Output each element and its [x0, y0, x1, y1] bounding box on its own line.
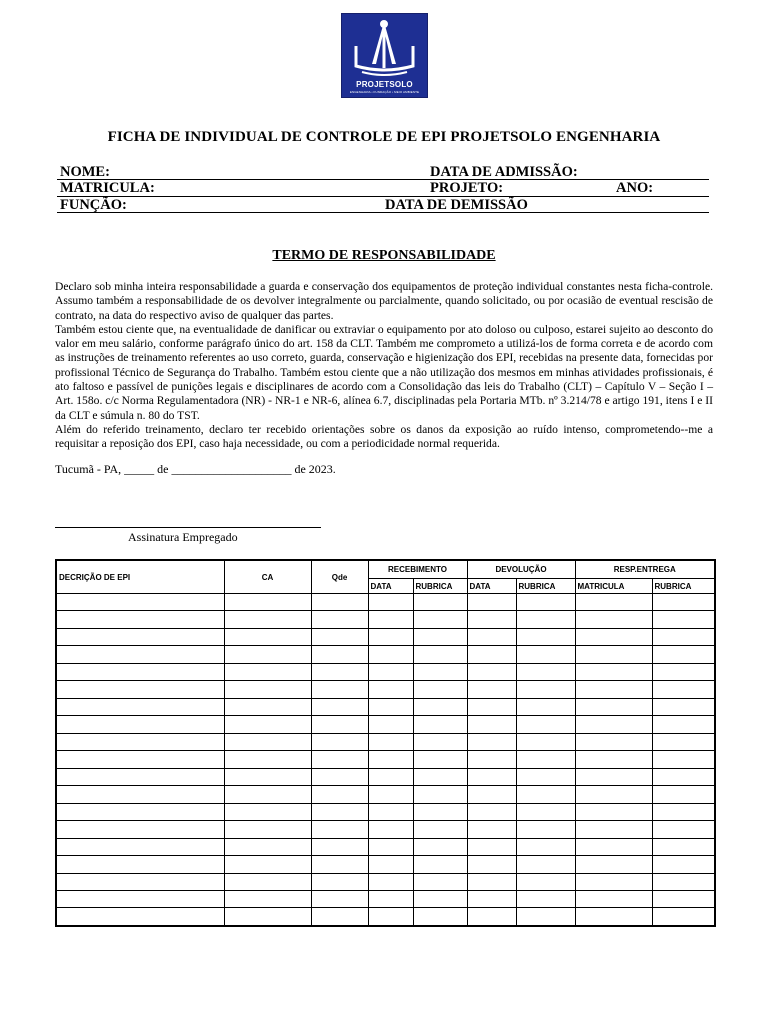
table-cell	[575, 890, 652, 907]
table-cell	[413, 786, 467, 803]
company-logo	[341, 13, 428, 98]
table-row	[56, 698, 715, 715]
header-descricao: DECRIÇÃO DE EPI	[56, 560, 224, 594]
table-cell	[413, 768, 467, 785]
table-cell	[516, 611, 575, 628]
epi-table-body	[56, 594, 715, 927]
table-cell	[413, 733, 467, 750]
header-rubrica-entrega: RUBRICA	[652, 579, 715, 594]
table-cell	[575, 681, 652, 698]
table-cell	[652, 594, 715, 611]
table-cell	[516, 803, 575, 820]
table-cell	[56, 698, 224, 715]
table-row	[56, 628, 715, 645]
table-cell	[467, 646, 516, 663]
table-cell	[311, 733, 368, 750]
table-row	[56, 873, 715, 890]
table-cell	[56, 716, 224, 733]
table-cell	[575, 611, 652, 628]
table-cell	[311, 716, 368, 733]
table-cell	[413, 821, 467, 838]
table-cell	[575, 838, 652, 855]
table-cell	[413, 716, 467, 733]
document-title: FICHA DE INDIVIDUAL DE CONTROLE DE EPI PROJETSOLO ENGENHARIA	[107, 129, 661, 145]
table-cell	[368, 838, 413, 855]
table-cell	[516, 768, 575, 785]
table-cell	[368, 733, 413, 750]
table-row	[56, 733, 715, 750]
table-cell	[413, 856, 467, 873]
table-cell	[516, 733, 575, 750]
paragraph-2: Também estou ciente que, na eventualidade de danificar ou extraviar o equipamento por ato doloso ou culposo, estarei sujeito ao desconto do valor em meu salário, conforme parágrafo único do art. 158 da CLT. Também me comprometo a utilizá-los de forma correta e de acordo com as instruções de treinamento referentes ao uso correto, guarda, conservação e higienização dos EPI, recebidas na presente data, fornecidas por profissional Técnico de Segurança do Trabalho. Também estou ciente que a não utilização dos mesmos em minhas atividades profissionais, é ato faltoso e passível de punições legais e disciplinares de acordo com a Consolidação das leis do Trabalho (CLT) – Capítulo V – Seção I – Art. 158o. c/c Norma Regulamentadora (NR) - NR-1 e NR-6, alínea 6.7, disciplinadas pela Portaria MTb. nº 3.214/78 e artigo 191, itens I e II da CLT e súmula n. 80 do TST.	[55, 322, 713, 422]
table-cell	[311, 873, 368, 890]
header-resp-entrega: RESP.ENTREGA	[575, 560, 715, 579]
table-cell	[652, 768, 715, 785]
table-cell	[56, 838, 224, 855]
table-cell	[224, 856, 311, 873]
header-data-recebimento: DATA	[368, 579, 413, 594]
table-row	[56, 751, 715, 768]
table-cell	[413, 803, 467, 820]
table-cell	[467, 768, 516, 785]
table-cell	[413, 873, 467, 890]
table-cell	[652, 856, 715, 873]
table-cell	[516, 646, 575, 663]
table-row	[56, 611, 715, 628]
table-cell	[56, 663, 224, 680]
field-line-nome	[57, 179, 709, 180]
table-cell	[368, 908, 413, 926]
table-cell	[311, 663, 368, 680]
table-cell	[413, 698, 467, 715]
table-cell	[56, 751, 224, 768]
table-row	[56, 646, 715, 663]
table-cell	[368, 856, 413, 873]
table-cell	[413, 628, 467, 645]
paragraph-3: Além do referido treinamento, declaro ter recebido orientações sobre os danos da exposição ao ruído intenso, comprometendo--me a requisitar a reposição dos EPI, caso haja necessidade, ou com a periodicidade normal requerida.	[55, 422, 713, 451]
table-cell	[516, 786, 575, 803]
table-cell	[575, 751, 652, 768]
table-row	[56, 716, 715, 733]
header-matricula: MATRICULA	[575, 579, 652, 594]
header-ca: CA	[224, 560, 311, 594]
table-cell	[311, 611, 368, 628]
table-cell	[652, 821, 715, 838]
table-cell	[56, 873, 224, 890]
logo-brand-text: PROJETSOLO	[356, 80, 413, 89]
table-cell	[516, 873, 575, 890]
table-cell	[652, 663, 715, 680]
table-cell	[224, 594, 311, 611]
table-cell	[516, 751, 575, 768]
table-cell	[311, 768, 368, 785]
signature-label: Assinatura Empregado	[128, 530, 238, 544]
table-cell	[224, 786, 311, 803]
label-ano: ANO:	[616, 180, 654, 196]
table-cell	[56, 821, 224, 838]
section-title: TERMO DE RESPONSABILIDADE	[272, 248, 496, 263]
table-cell	[368, 646, 413, 663]
table-cell	[652, 838, 715, 855]
table-cell	[56, 628, 224, 645]
header-rubrica-recebimento: RUBRICA	[413, 579, 467, 594]
table-cell	[516, 681, 575, 698]
table-cell	[516, 594, 575, 611]
table-cell	[467, 908, 516, 926]
table-cell	[368, 786, 413, 803]
table-cell	[368, 698, 413, 715]
table-cell	[368, 663, 413, 680]
table-cell	[224, 751, 311, 768]
table-cell	[311, 803, 368, 820]
place-date: Tucumã - PA, _____ de ____________________ de 2023.	[55, 462, 336, 476]
table-cell	[56, 681, 224, 698]
logo-tagline: ENGENHARIA • FUNDAÇÃO • MEIO AMBIENTE	[349, 90, 420, 94]
table-cell	[467, 733, 516, 750]
table-cell	[467, 786, 516, 803]
table-cell	[652, 786, 715, 803]
table-row	[56, 594, 715, 611]
table-cell	[516, 890, 575, 907]
table-cell	[413, 838, 467, 855]
table-cell	[467, 716, 516, 733]
table-cell	[311, 890, 368, 907]
table-cell	[652, 873, 715, 890]
table-cell	[311, 594, 368, 611]
table-cell	[413, 594, 467, 611]
table-cell	[56, 733, 224, 750]
table-cell	[413, 646, 467, 663]
header-qde: Qde	[311, 560, 368, 594]
table-cell	[652, 803, 715, 820]
table-cell	[516, 628, 575, 645]
table-cell	[467, 611, 516, 628]
table-row	[56, 890, 715, 907]
table-cell	[56, 890, 224, 907]
table-cell	[311, 751, 368, 768]
table-cell	[575, 646, 652, 663]
table-cell	[413, 751, 467, 768]
table-cell	[467, 681, 516, 698]
table-cell	[224, 908, 311, 926]
table-cell	[575, 663, 652, 680]
table-cell	[56, 786, 224, 803]
table-cell	[652, 646, 715, 663]
table-cell	[56, 768, 224, 785]
table-cell	[652, 716, 715, 733]
table-row	[56, 768, 715, 785]
table-cell	[224, 663, 311, 680]
table-cell	[467, 698, 516, 715]
table-cell	[575, 594, 652, 611]
table-cell	[575, 786, 652, 803]
header-data-devolucao: DATA	[467, 579, 516, 594]
table-cell	[652, 628, 715, 645]
table-cell	[467, 628, 516, 645]
paragraph-1: Declaro sob minha inteira responsabilidade a guarda e conservação dos equipamentos de proteção individual constantes nesta ficha-controle. Assumo também a responsabilidade de os devolver integralmente ou parcialmente, quando solicitado, ou por ocasião de eventual rescisão de contrato, na data do respectivo aviso de qualquer das partes.	[55, 280, 713, 322]
table-cell	[413, 611, 467, 628]
field-line-matricula	[57, 196, 709, 197]
table-cell	[467, 821, 516, 838]
label-nome: NOME:	[60, 164, 110, 180]
table-cell	[516, 838, 575, 855]
table-cell	[575, 856, 652, 873]
table-cell	[56, 646, 224, 663]
table-cell	[413, 908, 467, 926]
table-row	[56, 786, 715, 803]
table-cell	[467, 594, 516, 611]
table-cell	[575, 821, 652, 838]
epi-table	[55, 559, 716, 927]
table-cell	[368, 611, 413, 628]
table-cell	[575, 768, 652, 785]
table-cell	[224, 698, 311, 715]
table-cell	[467, 838, 516, 855]
table-cell	[311, 646, 368, 663]
table-cell	[467, 803, 516, 820]
table-cell	[575, 803, 652, 820]
table-cell	[368, 768, 413, 785]
table-cell	[311, 628, 368, 645]
table-cell	[224, 890, 311, 907]
table-row	[56, 681, 715, 698]
table-cell	[311, 821, 368, 838]
table-cell	[467, 890, 516, 907]
table-cell	[56, 908, 224, 926]
table-cell	[311, 908, 368, 926]
table-cell	[652, 611, 715, 628]
table-cell	[413, 890, 467, 907]
header-devolucao: DEVOLUÇÃO	[467, 560, 575, 579]
label-funcao: FUNÇÃO:	[60, 197, 127, 213]
label-data-demissao: DATA DE DEMISSÃO	[385, 197, 528, 213]
header-recebimento: RECEBIMENTO	[368, 560, 467, 579]
signature-line	[55, 527, 321, 528]
table-cell	[413, 681, 467, 698]
table-cell	[652, 890, 715, 907]
table-cell	[224, 733, 311, 750]
table-cell	[516, 856, 575, 873]
table-cell	[56, 856, 224, 873]
table-row	[56, 856, 715, 873]
table-cell	[56, 594, 224, 611]
table-cell	[368, 751, 413, 768]
table-cell	[224, 628, 311, 645]
table-cell	[368, 890, 413, 907]
table-cell	[311, 786, 368, 803]
table-cell	[224, 873, 311, 890]
table-cell	[311, 856, 368, 873]
table-cell	[575, 698, 652, 715]
table-cell	[368, 803, 413, 820]
table-cell	[467, 663, 516, 680]
field-line-funcao	[57, 212, 709, 213]
table-cell	[575, 628, 652, 645]
table-cell	[224, 611, 311, 628]
table-cell	[224, 681, 311, 698]
table-cell	[224, 646, 311, 663]
table-row	[56, 803, 715, 820]
table-cell	[413, 663, 467, 680]
table-cell	[224, 821, 311, 838]
table-cell	[516, 698, 575, 715]
table-cell	[368, 628, 413, 645]
label-data-admissao: DATA DE ADMISSÃO:	[430, 164, 578, 180]
table-cell	[575, 908, 652, 926]
header-rubrica-devolucao: RUBRICA	[516, 579, 575, 594]
label-matricula: MATRICULA:	[60, 180, 155, 196]
table-row	[56, 663, 715, 680]
table-cell	[652, 751, 715, 768]
surveyor-tripod-icon	[342, 14, 427, 80]
table-cell	[311, 681, 368, 698]
table-cell	[224, 803, 311, 820]
table-cell	[652, 698, 715, 715]
table-cell	[575, 873, 652, 890]
table-cell	[652, 681, 715, 698]
table-cell	[575, 716, 652, 733]
table-cell	[652, 733, 715, 750]
table-cell	[224, 716, 311, 733]
table-cell	[652, 908, 715, 926]
table-row	[56, 838, 715, 855]
table-cell	[368, 821, 413, 838]
table-cell	[368, 594, 413, 611]
table-cell	[368, 716, 413, 733]
table-cell	[516, 821, 575, 838]
table-cell	[467, 751, 516, 768]
table-cell	[516, 908, 575, 926]
table-cell	[56, 803, 224, 820]
table-row	[56, 821, 715, 838]
table-cell	[516, 716, 575, 733]
table-cell	[467, 856, 516, 873]
table-row	[56, 908, 715, 926]
table-cell	[311, 838, 368, 855]
table-cell	[575, 733, 652, 750]
table-cell	[467, 873, 516, 890]
table-cell	[516, 663, 575, 680]
responsibility-text	[55, 280, 713, 452]
label-projeto: PROJETO:	[430, 180, 504, 196]
table-cell	[224, 838, 311, 855]
table-cell	[56, 611, 224, 628]
table-cell	[368, 873, 413, 890]
table-cell	[311, 698, 368, 715]
table-cell	[224, 768, 311, 785]
table-cell	[368, 681, 413, 698]
